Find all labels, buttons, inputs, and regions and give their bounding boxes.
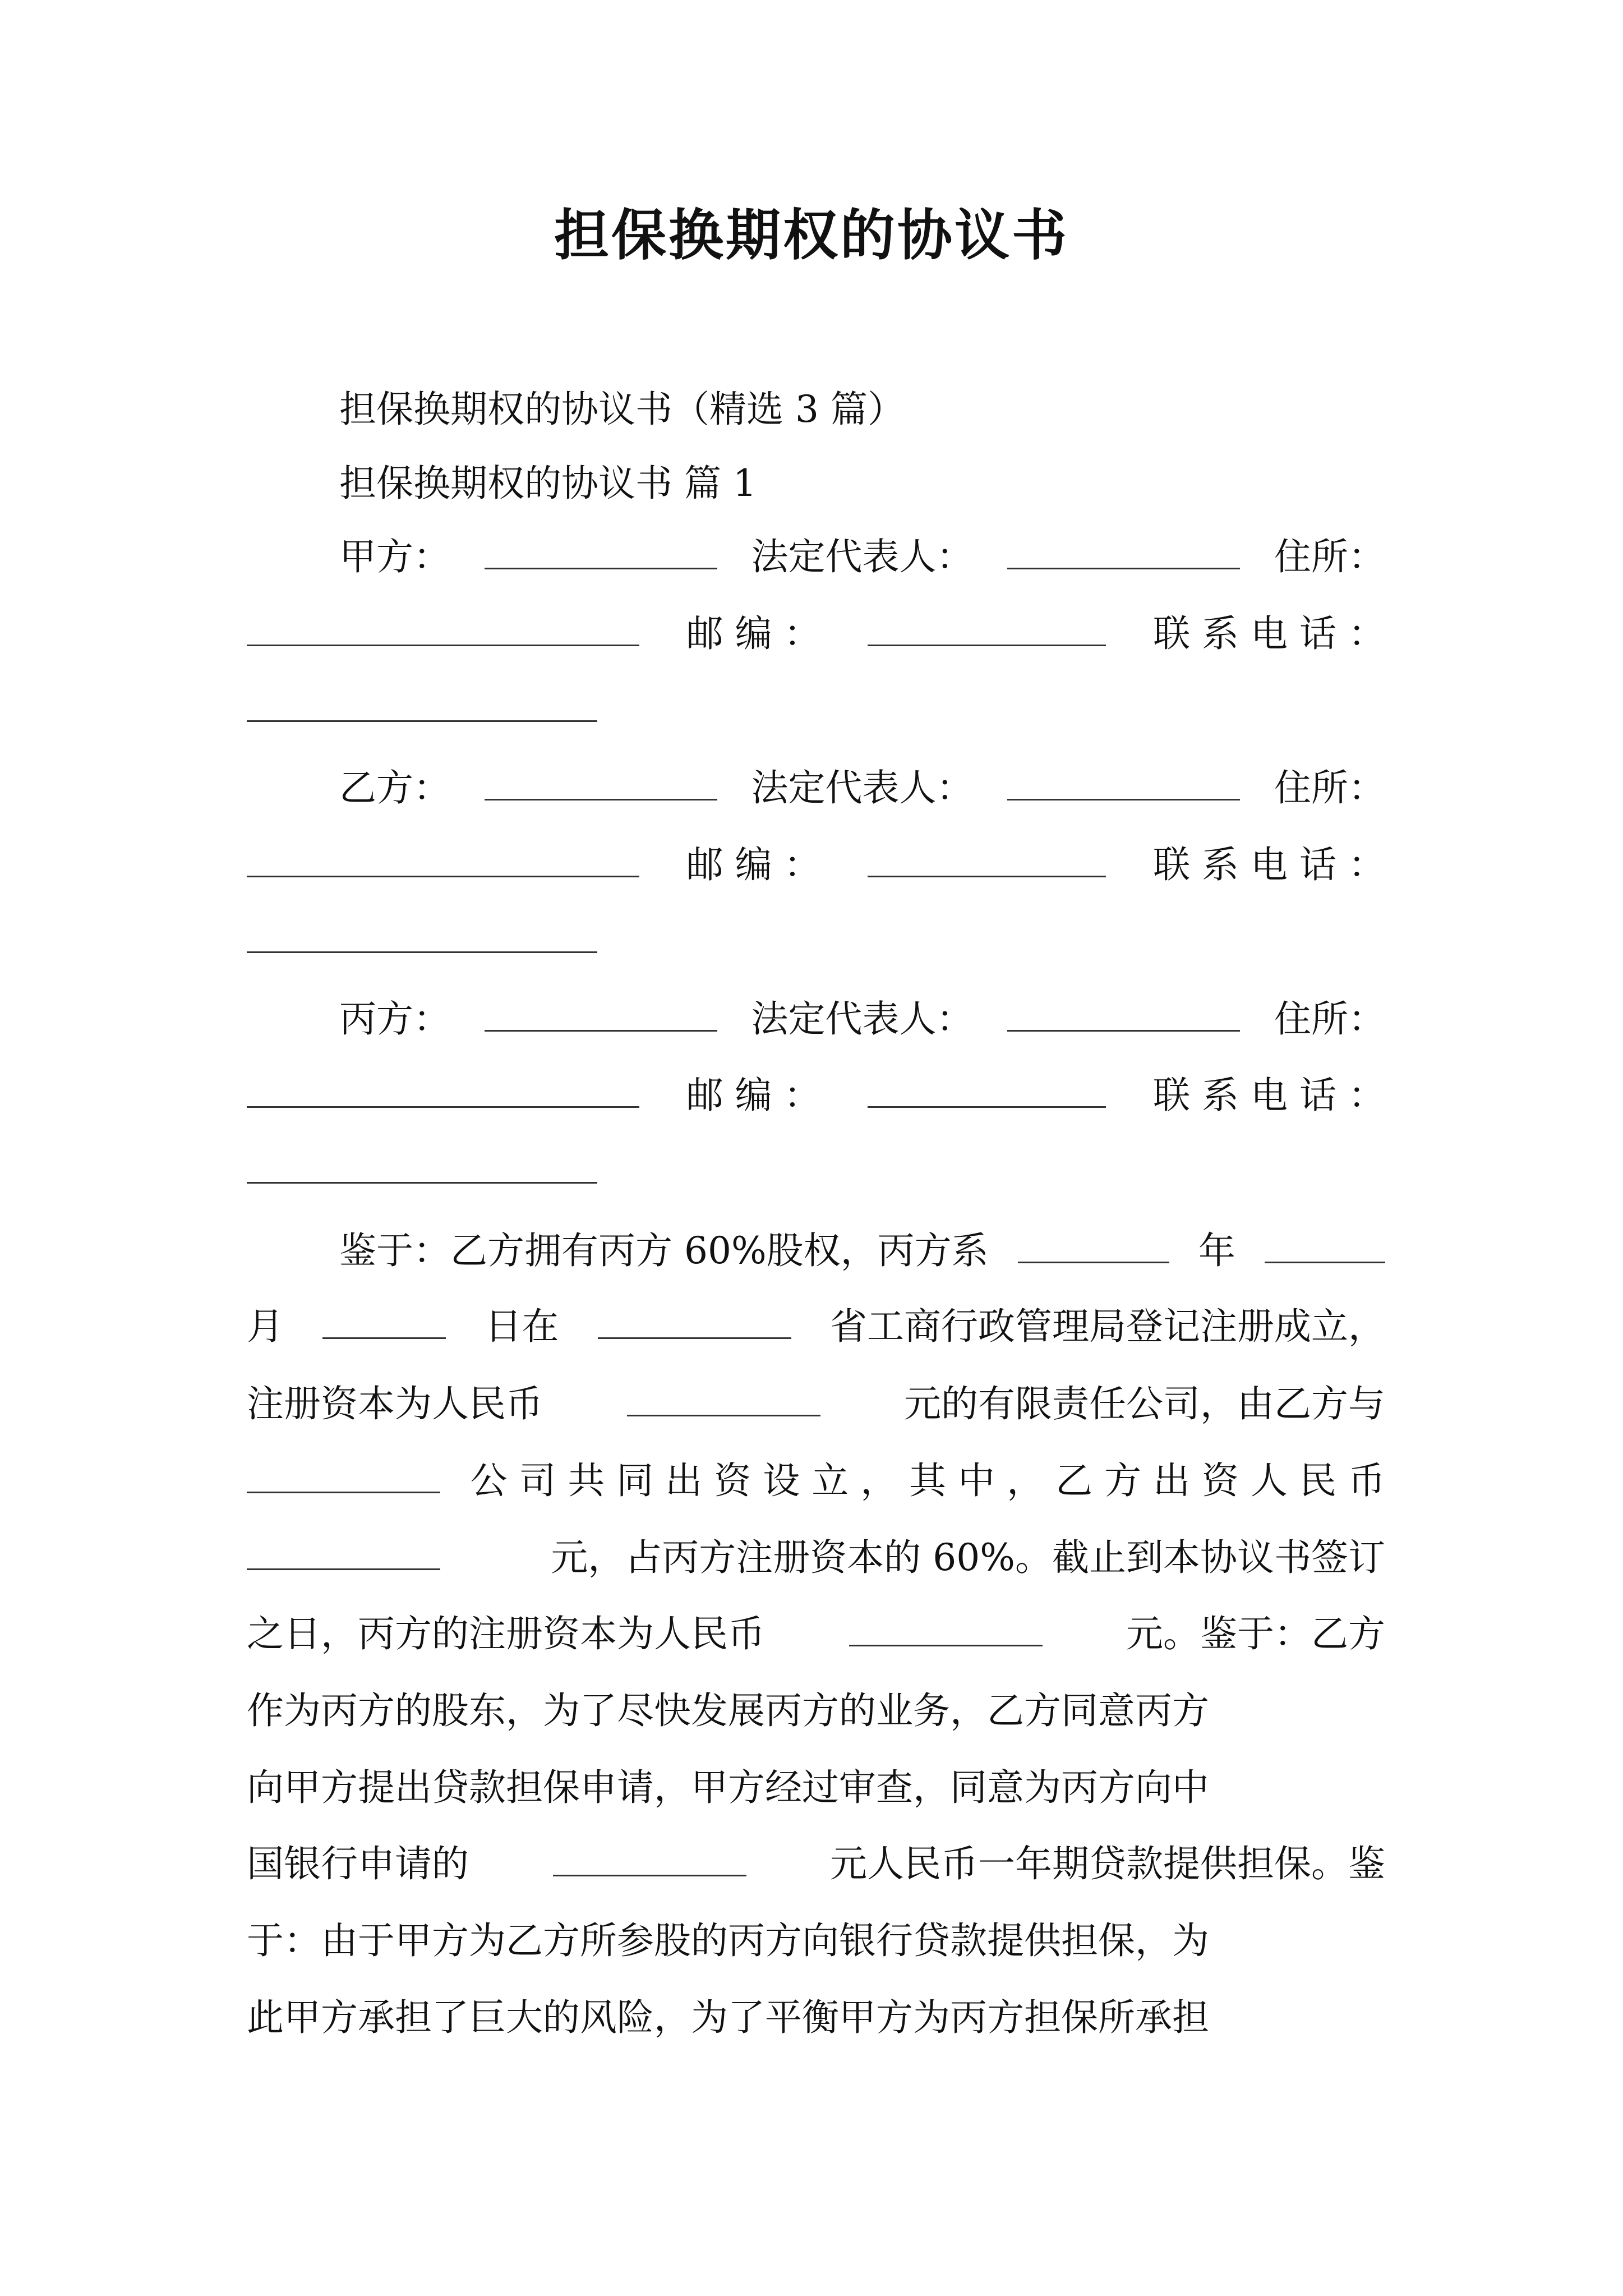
body-text: 元人民币一年期贷款提供担保。鉴 — [830, 1842, 1385, 1885]
body-line-9 — [247, 1836, 1385, 1892]
body-line-1 — [339, 1223, 1385, 1279]
party-b-label: 乙方： — [339, 766, 450, 809]
blank-field — [627, 1414, 820, 1416]
body-text: 国银行申请的 — [247, 1842, 469, 1885]
body-text: 注册资本为人民币 — [247, 1382, 543, 1425]
blank-field — [485, 798, 717, 800]
blank-field — [868, 643, 1106, 646]
blank-field — [868, 1105, 1106, 1108]
body-text: 鉴于：乙方拥有丙方 60%股权，丙方系 — [339, 1229, 989, 1272]
section-heading: 担保换期权的协议书 篇 1 — [339, 462, 757, 505]
blank-field — [598, 1336, 791, 1339]
body-text: 元。鉴于：乙方 — [1126, 1612, 1385, 1655]
party-c-contact-row — [247, 1068, 1385, 1124]
blank-field — [1007, 1029, 1240, 1032]
blank-field — [247, 950, 597, 953]
legal-rep-label: 法定代表人： — [751, 766, 974, 809]
body-text: 月 — [247, 1305, 284, 1348]
subtitle: 担保换期权的协议书（精选 3 篇） — [339, 388, 905, 431]
postcode-label: 邮 编 ： — [686, 612, 821, 655]
blank-field — [247, 1490, 440, 1493]
body-text: 作为丙方的股东，为了尽快发展丙方的业务，乙方同意丙方 — [247, 1689, 1209, 1732]
party-b-contact-row — [247, 837, 1385, 893]
blank-field — [247, 643, 639, 646]
blank-field — [1265, 1260, 1385, 1263]
phone-label: 联 系 电 话 ： — [1153, 612, 1385, 655]
blank-field — [247, 1181, 597, 1184]
body-text: 此甲方承担了巨大的风险，为了平衡甲方为丙方担保所承担 — [247, 1996, 1209, 2039]
body-text: 于：由于甲方为乙方所参股的丙方向银行贷款提供担保，为 — [247, 1919, 1209, 1962]
address-label: 住所： — [1274, 766, 1385, 809]
body-line-3 — [247, 1376, 1385, 1432]
blank-field — [247, 719, 597, 722]
postcode-label: 邮 编 ： — [686, 1074, 821, 1117]
phone-label: 联 系 电 话 ： — [1153, 843, 1385, 886]
blank-field — [553, 1874, 746, 1876]
legal-rep-label: 法定代表人： — [751, 997, 974, 1041]
blank-field — [247, 1567, 440, 1570]
address-label: 住所： — [1274, 997, 1385, 1041]
party-a-phone-row — [247, 682, 1385, 738]
body-text: 日在 — [485, 1305, 559, 1348]
body-line-11 — [247, 1990, 1385, 2046]
body-line-2 — [247, 1299, 1385, 1355]
blank-field — [1007, 567, 1240, 569]
body-text: 省工商行政管理局登记注册成立， — [830, 1305, 1385, 1348]
blank-field — [247, 1105, 639, 1108]
body-line-10 — [247, 1913, 1385, 1969]
party-c-label: 丙方： — [339, 997, 450, 1041]
body-text: 年 — [1198, 1229, 1235, 1272]
document-title: 担保换期权的协议书 — [554, 203, 1069, 268]
body-line-7 — [247, 1683, 1385, 1739]
party-b-phone-row — [247, 913, 1385, 969]
party-b-row — [339, 760, 1385, 816]
party-c-row — [339, 991, 1385, 1047]
blank-field — [485, 567, 717, 569]
body-text: 元，占丙方注册资本的 60%。截止到本协议书签订 — [551, 1536, 1385, 1579]
body-text: 之日，丙方的注册资本为人民币 — [247, 1612, 765, 1655]
body-line-6 — [247, 1606, 1385, 1662]
body-line-8 — [247, 1760, 1385, 1816]
postcode-label: 邮 编 ： — [686, 843, 821, 886]
body-text: 公 司 共 同 出 资 设 立 ， 其 中 ， 乙 方 出 资 人 民 币 — [470, 1459, 1385, 1502]
body-line-4 — [247, 1453, 1385, 1509]
legal-rep-label: 法定代表人： — [751, 535, 974, 578]
address-label: 住所： — [1274, 535, 1385, 578]
blank-field — [322, 1336, 446, 1339]
body-line-5 — [247, 1530, 1385, 1586]
body-text: 元的有限责任公司，由乙方与 — [904, 1382, 1385, 1425]
blank-field — [868, 875, 1106, 877]
blank-field — [849, 1644, 1043, 1646]
party-a-row — [339, 529, 1385, 585]
phone-label: 联 系 电 话 ： — [1153, 1074, 1385, 1117]
party-a-contact-row — [247, 606, 1385, 662]
blank-field — [247, 875, 639, 877]
body-text: 向甲方提出贷款担保申请，甲方经过审查，同意为丙方向中 — [247, 1766, 1209, 1809]
blank-field — [485, 1029, 717, 1032]
party-c-phone-row — [247, 1143, 1385, 1199]
blank-field — [1018, 1260, 1169, 1263]
party-a-label: 甲方： — [339, 535, 450, 578]
blank-field — [1007, 798, 1240, 800]
